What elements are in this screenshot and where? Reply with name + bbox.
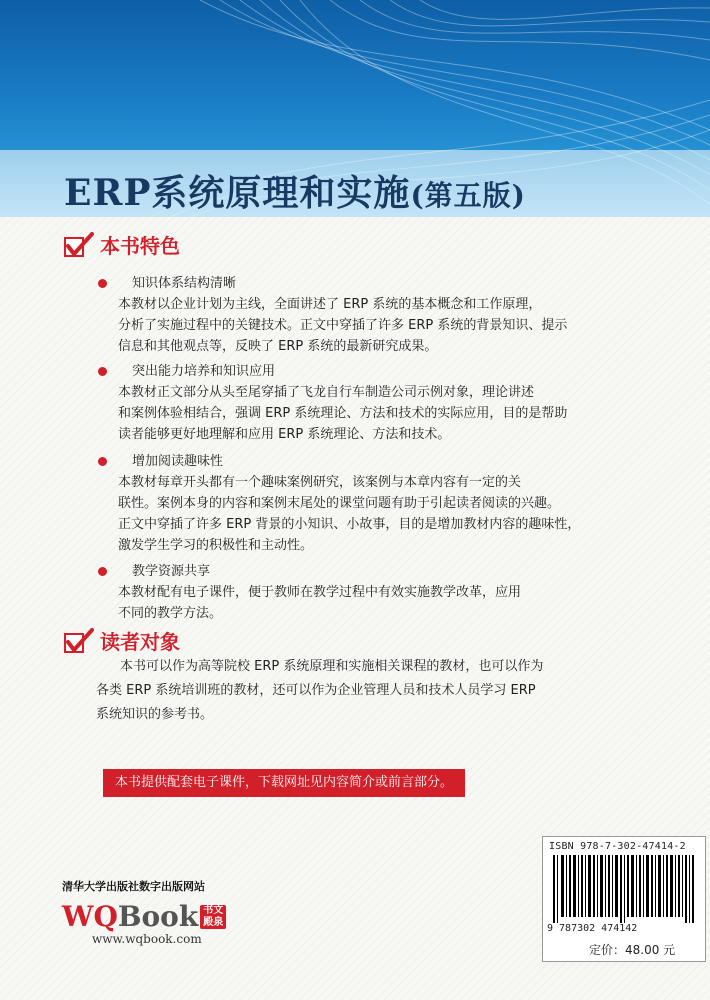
book-title (64, 165, 526, 216)
feature-item-4 (96, 562, 596, 624)
logo-seal: 书文 殿泉 (200, 905, 226, 929)
feature-line: 读者能够更好地理解和应用 ERP 系统理论、方法和技术。 (118, 427, 451, 442)
checkbox-icon (64, 628, 94, 654)
publisher-logo (62, 900, 226, 933)
feature-line: 激发学生学习的积极性和主动性。 (118, 538, 314, 553)
feature-line: 不同的教学方法。 (118, 606, 223, 621)
readers-text (96, 655, 616, 727)
readers-heading-label: 读者对象 (100, 630, 180, 654)
feature-line: 本教材配有电子课件，便于教师在教学过程中有效实施教学改革，应用 (118, 585, 522, 600)
feature-item-1 (96, 274, 596, 357)
logo-wq: WQ (62, 900, 118, 933)
feature-item-3 (96, 452, 596, 556)
courseware-notice: 本书提供配套电子课件，下载网址见内容简介或前言部分。 (103, 769, 465, 797)
feature-head: 知识体系结构清晰 (132, 276, 237, 291)
feature-body (118, 582, 596, 624)
reader-line: 系统知识的参考书。 (96, 707, 214, 722)
logo-book: Book (117, 900, 199, 933)
feature-head: 教学资源共享 (132, 564, 211, 579)
reader-line: 本书可以作为高等院校 ERP 系统原理和实施相关课程的教材，也可以作为 (120, 659, 544, 674)
price-text: 定价：48.00 元 (589, 943, 676, 957)
features-heading-label: 本书特色 (100, 234, 180, 258)
title-edition: (第五版) (410, 179, 526, 212)
barcode-digits: 9 787302 474142 (547, 923, 638, 934)
publisher-url: www.wqbook.com (92, 932, 202, 946)
feature-head: 突出能力培养和知识应用 (132, 364, 276, 379)
feature-item-2 (96, 362, 596, 445)
barcode-icon (553, 855, 695, 923)
feature-line: 本教材每章开头都有一个趣味案例研究，该案例与本章内容有一定的关 (118, 475, 522, 490)
bullet-icon (98, 567, 107, 576)
bullet-icon (98, 457, 107, 466)
checkbox-icon (64, 232, 94, 258)
publisher-name: 清华大学出版社数字出版网站 (62, 880, 205, 893)
isbn-text: ISBN 978-7-302-47414-2 (549, 841, 686, 852)
readers-heading (64, 626, 180, 655)
feature-line: 分析了实施过程中的关键技术。正文中穿插了许多 ERP 系统的背景知识、提示 (118, 318, 568, 333)
bullet-icon (98, 367, 107, 376)
feature-body (118, 294, 596, 357)
feature-line: 和案例体验相结合，强调 ERP 系统理论、方法和技术的实际应用，目的是帮助 (118, 406, 568, 421)
title-main: ERP系统原理和实施 (64, 172, 411, 214)
bullet-icon (98, 279, 107, 288)
feature-line: 联性。案例本身的内容和案例末尾处的课堂问题有助于引起读者阅读的兴趣。 (118, 496, 561, 511)
feature-line: 正文中穿插了许多 ERP 背景的小知识、小故事，目的是增加教材内容的趣味性， (118, 517, 581, 532)
feature-body (118, 382, 596, 445)
feature-line: 本教材以企业计划为主线，全面讲述了 ERP 系统的基本概念和工作原理， (118, 297, 542, 312)
feature-line: 信息和其他观点等，反映了 ERP 系统的最新研究成果。 (118, 339, 438, 354)
feature-body (118, 472, 596, 556)
feature-head: 增加阅读趣味性 (132, 454, 224, 469)
feature-line: 本教材正文部分从头至尾穿插了飞龙自行车制造公司示例对象，理论讲述 (118, 385, 535, 400)
features-heading (64, 230, 180, 259)
reader-line: 各类 ERP 系统培训班的教材，还可以作为企业管理人员和技术人员学习 ERP (96, 683, 536, 698)
barcode-box (542, 836, 706, 962)
